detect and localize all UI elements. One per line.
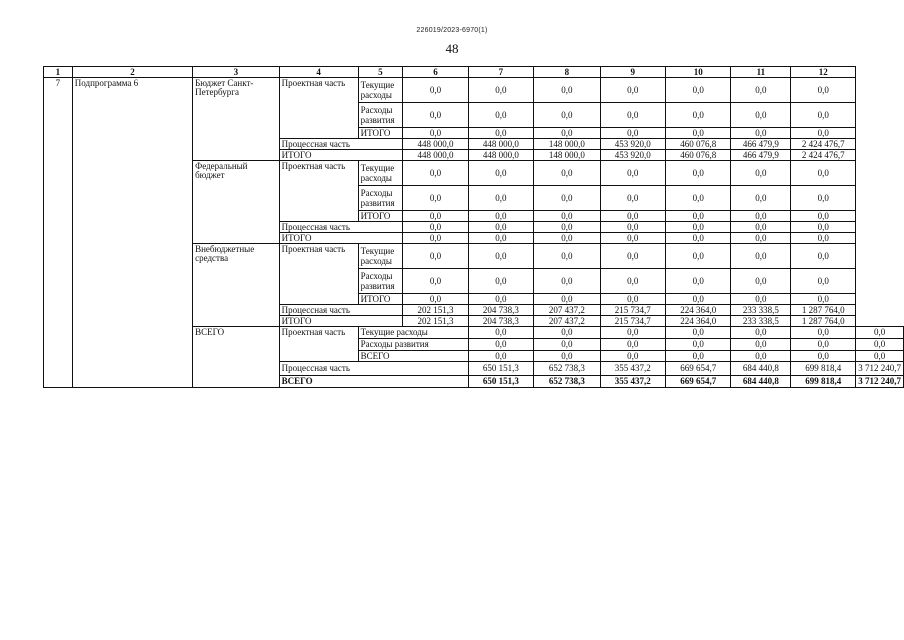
- value-cell: 204 738,3: [468, 305, 533, 316]
- project-part-label: Проектная часть: [279, 161, 358, 222]
- value-cell: 355 437,2: [600, 376, 665, 388]
- program-name: Подпрограмма 6: [72, 78, 192, 388]
- value-cell: 0,0: [600, 161, 665, 186]
- value-cell: 0,0: [468, 294, 533, 305]
- value-cell: 0,0: [731, 244, 791, 269]
- value-cell: 453 920,0: [600, 150, 665, 161]
- value-cell: 215 734,7: [600, 305, 665, 316]
- value-cell: 0,0: [731, 161, 791, 186]
- header-cell: 9: [600, 67, 665, 78]
- grand-total-label: ВСЕГО: [279, 376, 468, 388]
- value-cell: 233 338,5: [731, 316, 791, 327]
- value-cell: 224 364,0: [665, 305, 730, 316]
- header-cell: 12: [791, 67, 856, 78]
- dev-exp-label: Расходы развития: [358, 269, 403, 294]
- value-cell: 0,0: [468, 78, 533, 103]
- value-cell: 1 287 764,0: [791, 316, 856, 327]
- value-cell: 0,0: [534, 244, 600, 269]
- value-cell: 0,0: [791, 327, 856, 339]
- value-cell: 215 734,7: [600, 316, 665, 327]
- value-cell: 0,0: [468, 161, 533, 186]
- value-cell: 0,0: [600, 78, 665, 103]
- value-cell: 0,0: [600, 294, 665, 305]
- value-cell: 0,0: [600, 211, 665, 222]
- page-number: 48: [445, 41, 459, 56]
- value-cell: 0,0: [534, 269, 600, 294]
- value-cell: 0,0: [731, 103, 791, 128]
- value-cell: 0,0: [403, 294, 468, 305]
- value-cell: 0,0: [403, 78, 468, 103]
- value-cell: 0,0: [856, 327, 904, 339]
- value-cell: 0,0: [791, 103, 856, 128]
- value-cell: 652 738,3: [534, 362, 600, 376]
- value-cell: 0,0: [600, 339, 665, 351]
- current-exp-label: Текущие расходы: [358, 161, 403, 186]
- dev-exp-label: Расходы развития: [358, 186, 403, 211]
- value-cell: 0,0: [403, 186, 468, 211]
- header-cell: 5: [358, 67, 403, 78]
- value-cell: 0,0: [665, 128, 730, 139]
- value-cell: 2 424 476,7: [791, 150, 856, 161]
- value-cell: 0,0: [468, 128, 533, 139]
- value-cell: 0,0: [534, 128, 600, 139]
- value-cell: 0,0: [534, 339, 600, 351]
- itogo-label: ИТОГО: [279, 316, 403, 327]
- value-cell: 684 440,8: [731, 362, 791, 376]
- value-cell: 0,0: [665, 222, 730, 233]
- value-cell: 448 000,0: [468, 139, 533, 150]
- value-cell: 207 437,2: [534, 305, 600, 316]
- value-cell: 0,0: [468, 103, 533, 128]
- process-part-label: Процессная часть: [279, 305, 403, 316]
- value-cell: 0,0: [534, 161, 600, 186]
- budget-table: [43, 66, 904, 388]
- value-cell: 0,0: [856, 351, 904, 362]
- project-part-label: Проектная часть: [279, 327, 358, 362]
- value-cell: 466 479,9: [731, 150, 791, 161]
- value-cell: 0,0: [468, 327, 533, 339]
- value-cell: 0,0: [534, 233, 600, 244]
- itogo-label: ИТОГО: [358, 211, 403, 222]
- value-cell: 0,0: [600, 269, 665, 294]
- value-cell: 669 654,7: [665, 362, 730, 376]
- value-cell: 669 654,7: [665, 376, 730, 388]
- value-cell: 0,0: [468, 222, 533, 233]
- value-cell: 0,0: [600, 186, 665, 211]
- project-part-label: Проектная часть: [279, 78, 358, 139]
- value-cell: 0,0: [468, 211, 533, 222]
- value-cell: 0,0: [665, 211, 730, 222]
- source-name: Федеральный бюджет: [193, 161, 280, 244]
- value-cell: 0,0: [791, 211, 856, 222]
- header-cell: 11: [731, 67, 791, 78]
- value-cell: 0,0: [731, 233, 791, 244]
- value-cell: 0,0: [791, 161, 856, 186]
- value-cell: 0,0: [791, 78, 856, 103]
- value-cell: 0,0: [534, 327, 600, 339]
- value-cell: 0,0: [403, 222, 468, 233]
- value-cell: 460 076,8: [665, 150, 730, 161]
- source-name: Бюджет Санкт-Петербурга: [193, 78, 280, 161]
- value-cell: 0,0: [731, 327, 791, 339]
- project-part-label: Проектная часть: [279, 244, 358, 305]
- itogo-label: ИТОГО: [279, 150, 403, 161]
- value-cell: 0,0: [403, 161, 468, 186]
- value-cell: 460 076,8: [665, 139, 730, 150]
- value-cell: 207 437,2: [534, 316, 600, 327]
- value-cell: 0,0: [403, 233, 468, 244]
- itogo-label: ИТОГО: [279, 233, 403, 244]
- total-label: ВСЕГО: [193, 327, 280, 388]
- value-cell: 0,0: [534, 222, 600, 233]
- value-cell: 0,0: [468, 351, 533, 362]
- header-cell: 4: [279, 67, 358, 78]
- value-cell: 0,0: [665, 269, 730, 294]
- table-row: [44, 78, 904, 103]
- value-cell: 3 712 240,7: [856, 376, 904, 388]
- value-cell: 466 479,9: [731, 139, 791, 150]
- row-number: 7: [44, 78, 73, 388]
- value-cell: 0,0: [791, 222, 856, 233]
- value-cell: 0,0: [600, 222, 665, 233]
- value-cell: 0,0: [468, 186, 533, 211]
- value-cell: 0,0: [665, 78, 730, 103]
- value-cell: 0,0: [403, 269, 468, 294]
- value-cell: 650 151,3: [468, 362, 533, 376]
- value-cell: 0,0: [791, 294, 856, 305]
- value-cell: 0,0: [534, 211, 600, 222]
- header-cell: 6: [403, 67, 468, 78]
- document-number: 226019/2023-6970(1): [416, 27, 488, 34]
- value-cell: 355 437,2: [600, 362, 665, 376]
- value-cell: 0,0: [731, 78, 791, 103]
- value-cell: 224 364,0: [665, 316, 730, 327]
- value-cell: 0,0: [468, 244, 533, 269]
- value-cell: 0,0: [665, 339, 730, 351]
- value-cell: 652 738,3: [534, 376, 600, 388]
- value-cell: 0,0: [403, 244, 468, 269]
- value-cell: 448 000,0: [403, 139, 468, 150]
- source-name: Внебюджетные средства: [193, 244, 280, 327]
- value-cell: 0,0: [600, 103, 665, 128]
- value-cell: 0,0: [665, 103, 730, 128]
- value-cell: 0,0: [403, 211, 468, 222]
- value-cell: 0,0: [534, 78, 600, 103]
- value-cell: 3 712 240,7: [856, 362, 904, 376]
- value-cell: 699 818,4: [791, 376, 856, 388]
- value-cell: 0,0: [731, 211, 791, 222]
- value-cell: 453 920,0: [600, 139, 665, 150]
- value-cell: 0,0: [600, 233, 665, 244]
- value-cell: 0,0: [791, 244, 856, 269]
- value-cell: 0,0: [665, 244, 730, 269]
- value-cell: 0,0: [791, 339, 856, 351]
- value-cell: 0,0: [665, 233, 730, 244]
- value-cell: 0,0: [665, 161, 730, 186]
- value-cell: 448 000,0: [403, 150, 468, 161]
- header-cell: 1: [44, 67, 73, 78]
- value-cell: 448 000,0: [468, 150, 533, 161]
- process-part-label: Процессная часть: [279, 222, 403, 233]
- value-cell: 0,0: [468, 233, 533, 244]
- value-cell: 0,0: [731, 128, 791, 139]
- value-cell: 0,0: [731, 186, 791, 211]
- value-cell: 0,0: [731, 351, 791, 362]
- header-cell: 3: [193, 67, 280, 78]
- dev-exp-label: Расходы развития: [358, 103, 403, 128]
- value-cell: 0,0: [731, 294, 791, 305]
- value-cell: 0,0: [534, 294, 600, 305]
- vsego-label: ВСЕГО: [358, 351, 468, 362]
- value-cell: 0,0: [665, 186, 730, 211]
- current-exp-label: Текущие расходы: [358, 244, 403, 269]
- itogo-label: ИТОГО: [358, 294, 403, 305]
- value-cell: 1 287 764,0: [791, 305, 856, 316]
- value-cell: 650 151,3: [468, 376, 533, 388]
- value-cell: 0,0: [791, 186, 856, 211]
- value-cell: 0,0: [468, 339, 533, 351]
- value-cell: 233 338,5: [731, 305, 791, 316]
- value-cell: 0,0: [665, 351, 730, 362]
- value-cell: 0,0: [600, 351, 665, 362]
- value-cell: 0,0: [534, 186, 600, 211]
- value-cell: 0,0: [600, 327, 665, 339]
- header-cell: 7: [468, 67, 533, 78]
- dev-exp-label: Расходы развития: [358, 339, 468, 351]
- value-cell: 202 151,3: [403, 316, 468, 327]
- value-cell: 0,0: [856, 339, 904, 351]
- value-cell: 0,0: [403, 128, 468, 139]
- value-cell: 0,0: [534, 351, 600, 362]
- value-cell: 202 151,3: [403, 305, 468, 316]
- value-cell: 684 440,8: [731, 376, 791, 388]
- value-cell: 0,0: [600, 244, 665, 269]
- itogo-label: ИТОГО: [358, 128, 403, 139]
- value-cell: 0,0: [468, 269, 533, 294]
- value-cell: 0,0: [791, 128, 856, 139]
- value-cell: 699 818,4: [791, 362, 856, 376]
- value-cell: 0,0: [534, 103, 600, 128]
- current-exp-label: Текущие расходы: [358, 78, 403, 103]
- value-cell: 204 738,3: [468, 316, 533, 327]
- value-cell: 0,0: [731, 339, 791, 351]
- value-cell: 0,0: [665, 294, 730, 305]
- value-cell: 0,0: [665, 327, 730, 339]
- value-cell: 0,0: [600, 128, 665, 139]
- value-cell: 0,0: [791, 351, 856, 362]
- header-row: [44, 67, 904, 78]
- value-cell: 148 000,0: [534, 139, 600, 150]
- value-cell: 0,0: [731, 269, 791, 294]
- process-part-label: Процессная часть: [279, 139, 403, 150]
- current-exp-label: Текущие расходы: [358, 327, 468, 339]
- header-cell: 10: [665, 67, 730, 78]
- value-cell: 0,0: [731, 222, 791, 233]
- value-cell: 0,0: [403, 103, 468, 128]
- value-cell: 2 424 476,7: [791, 139, 856, 150]
- value-cell: 0,0: [791, 269, 856, 294]
- process-part-label: Процессная часть: [279, 362, 468, 376]
- value-cell: 148 000,0: [534, 150, 600, 161]
- value-cell: 0,0: [791, 233, 856, 244]
- header-cell: 8: [534, 67, 600, 78]
- header-cell: 2: [72, 67, 192, 78]
